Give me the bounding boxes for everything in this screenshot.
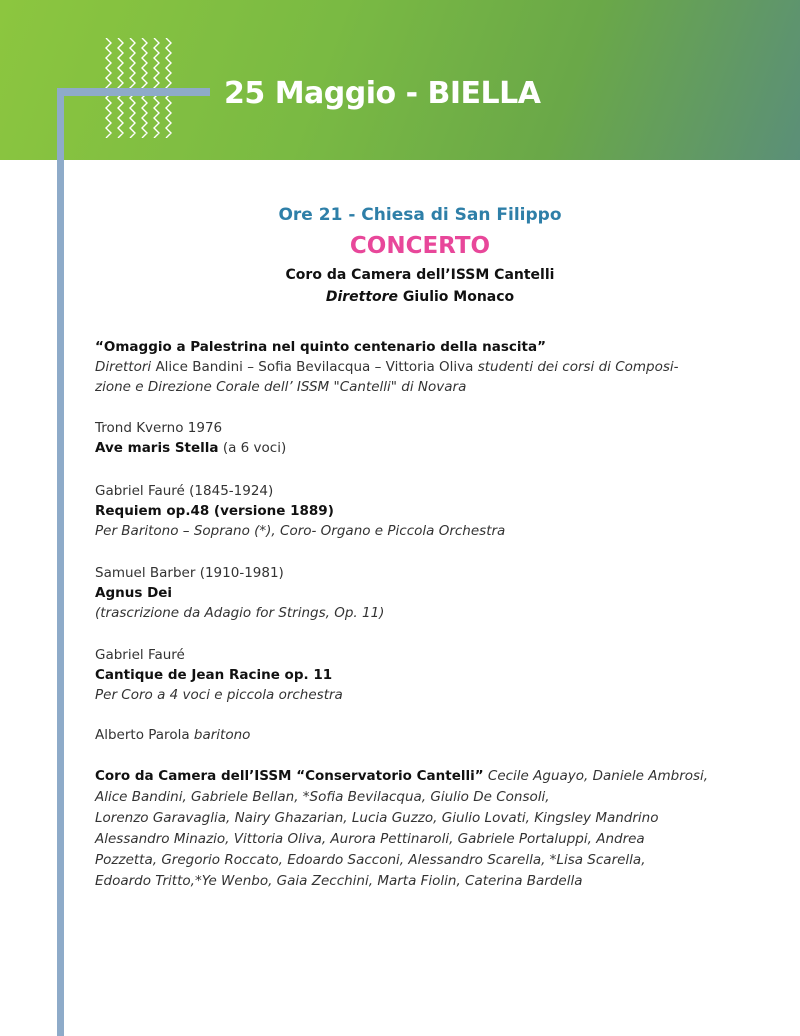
soloist-role: baritono — [193, 727, 251, 743]
directors-note: studenti dei corsi di Composi- — [477, 359, 679, 375]
event-type: CONCERTO — [349, 233, 491, 259]
piece-note-text: (trascrizione da Adagio for Strings, Op. 11) — [95, 605, 385, 621]
piece-note-text: Per Baritono – Soprano (*), Coro- Organo e Piccola Orchestra — [95, 523, 506, 539]
event-time-place: Ore 21 - Chiesa di San Filippo — [278, 205, 562, 225]
piece-title-text: Ave maris Stella — [95, 440, 219, 456]
piece-title — [95, 665, 332, 686]
piece-note — [95, 521, 505, 542]
piece-composer: Gabriel Fauré (1845-1924) — [95, 483, 274, 499]
piece-note — [95, 603, 384, 624]
tribute-title — [95, 337, 546, 358]
decorative-bar — [57, 88, 210, 96]
piece-title — [95, 501, 334, 522]
event-choir: Coro da Camera dell’ISSM Cantelli — [285, 267, 555, 283]
choir-member-list: Pozzetta, Gregorio Roccato, Edoardo Sacconi, Alessandro Scarella, *Lisa Scarella, — [95, 852, 646, 868]
piece-composer: Trond Kverno 1976 — [95, 420, 223, 436]
choir-member-list: Edoardo Tritto,*Ye Wenbo, Gaia Zecchini, Marta Fiolin, Caterina Bardella — [95, 873, 583, 889]
piece-note — [95, 685, 343, 706]
tribute-directors — [95, 357, 679, 378]
director-label: Direttore — [325, 289, 399, 305]
soloist — [95, 725, 250, 746]
director-name: Giulio Monaco — [398, 289, 515, 305]
decorative-line — [57, 88, 64, 1036]
choir-members-line — [95, 829, 645, 850]
choir-members-line — [95, 871, 583, 892]
choir-member-list: Alessandro Minazio, Vittoria Oliva, Aurora Pettinaroli, Gabriele Portaluppi, Andrea — [95, 831, 645, 847]
directors-names: Alice Bandini – Sofia Bevilacqua – Vittoria Oliva — [151, 359, 478, 375]
choir-member-list: Alice Bandini, Gabriele Bellan, *Sofia Bevilacqua, Giulio De Consoli, — [95, 789, 550, 805]
directors-note-2: zione e Direzione Corale dell’ ISSM "Cantelli" di Novara — [95, 379, 467, 395]
page-title: 25 Maggio - BIELLA — [224, 76, 541, 111]
piece-title-text: Agnus Dei — [95, 585, 173, 601]
piece-title — [95, 583, 172, 604]
piece-title-text: Requiem op.48 (versione 1889) — [95, 503, 334, 519]
choir-members-line — [95, 850, 646, 871]
choir-members-line — [95, 766, 708, 787]
piece-composer: Gabriel Fauré — [95, 647, 185, 663]
piece-title-text: Cantique de Jean Racine op. 11 — [95, 667, 333, 683]
tribute-title-text: “Omaggio a Palestrina nel quinto centenario della nascita” — [95, 339, 546, 355]
choir-members-line — [95, 808, 659, 829]
choir-name: Coro da Camera dell’ISSM “Conservatorio Cantelli” — [95, 768, 484, 784]
tribute-note — [95, 377, 466, 398]
choir-members-line — [95, 787, 550, 808]
piece-extra: (a 6 voci) — [218, 440, 287, 456]
piece-note-text: Per Coro a 4 voci e piccola orchestra — [95, 687, 343, 703]
piece-composer: Samuel Barber (1910-1981) — [95, 565, 284, 581]
piece-title — [95, 438, 286, 459]
event-director — [200, 289, 640, 305]
choir-member-list: Lorenzo Garavaglia, Nairy Ghazarian, Lucia Guzzo, Giulio Lovati, Kingsley Mandrino — [95, 810, 659, 826]
directors-label: Direttori — [95, 359, 152, 375]
choir-member-list: Cecile Aguayo, Daniele Ambrosi, — [483, 768, 709, 784]
soloist-name: Alberto Parola — [95, 727, 194, 743]
